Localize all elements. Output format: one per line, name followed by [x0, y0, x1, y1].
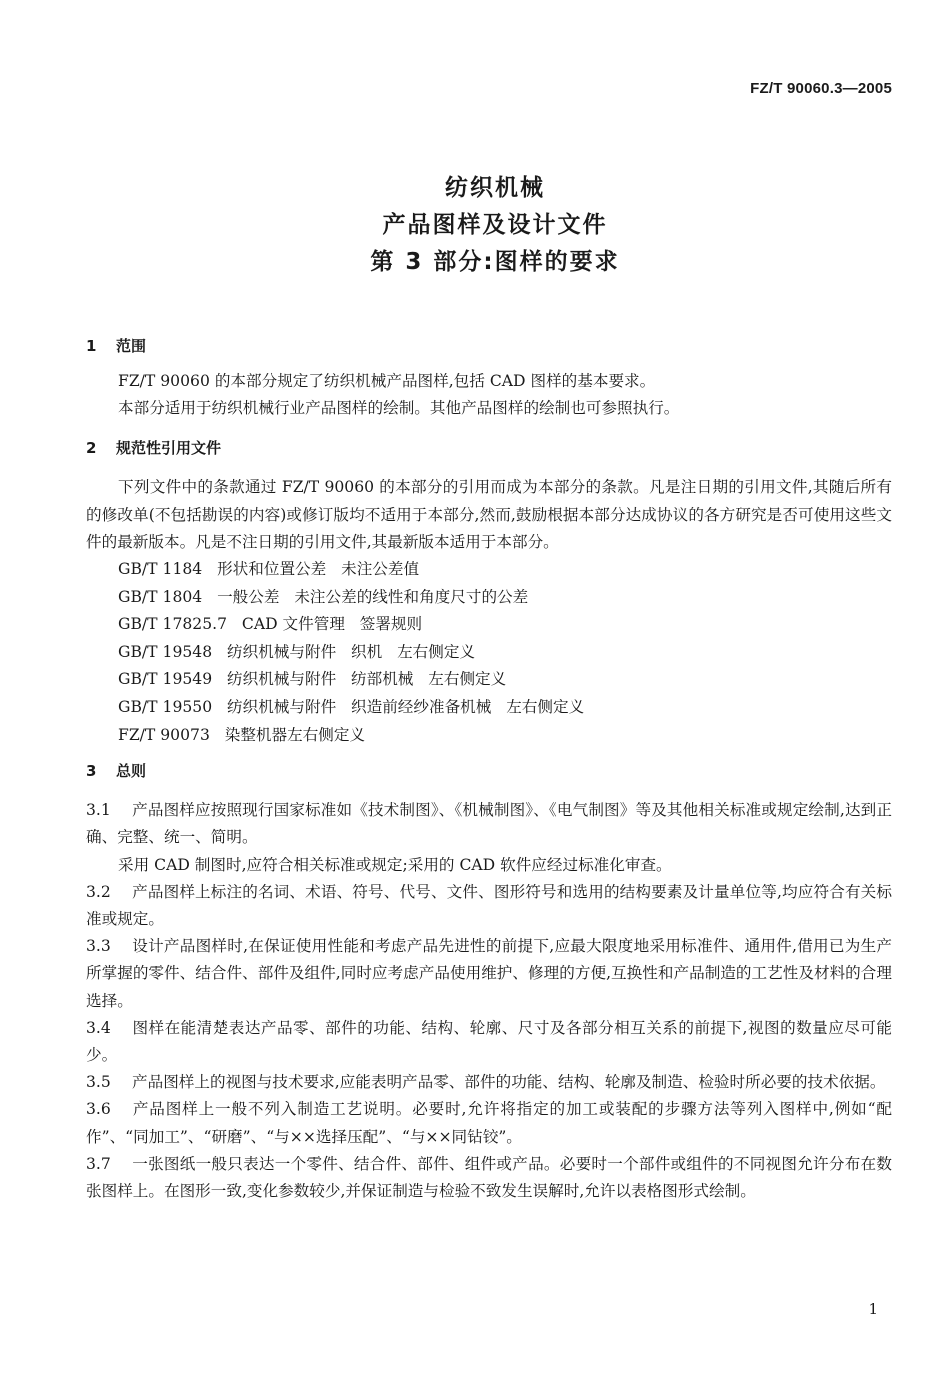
page-number: 1: [868, 1300, 878, 1318]
clause-3-7: [86, 1151, 892, 1205]
reference-item: GB/T 1184 形状和位置公差 未注公差值: [118, 560, 420, 579]
clause-text: 产品图样上标注的名词、术语、符号、代号、文件、图形符号和选用的结构要素及计量单位等,均应符合有关标准或规定。: [86, 882, 892, 928]
clause-number: 3.7: [86, 1154, 111, 1173]
title-line-3: 第 3 部分:图样的要求: [370, 249, 620, 275]
reference-item: GB/T 1804 一般公差 未注公差的线性和角度尺寸的公差: [118, 587, 529, 606]
title-line-2: 产品图样及设计文件: [382, 212, 608, 238]
document-title: [0, 170, 950, 281]
reference-item: GB/T 19549 纺织机械与附件 纺部机械 左右侧定义: [118, 670, 507, 689]
reference-item: GB/T 19550 纺织机械与附件 织造前经纱准备机械 左右侧定义: [118, 697, 585, 716]
section-title: 范围: [116, 337, 147, 355]
clause-3-1-continued: [86, 852, 892, 879]
clause-text: 一张图纸一般只表达一个零件、结合件、部件、组件或产品。必要时一个部件或组件的不同视图允许分布在数张图样上。在图形一致,变化参数较少,并保证制造与检验不致发生误解时,允许以表格图形式绘制。: [86, 1154, 892, 1201]
standard-number: FZ/T 90060.3—2005: [750, 80, 892, 97]
clause-number: 3.4: [86, 1018, 111, 1037]
clause-3-4: [86, 1015, 892, 1069]
section-title: 规范性引用文件: [116, 439, 222, 458]
clause-3-1: [86, 797, 892, 851]
reference-item: FZ/T 90073 染整机器左右侧定义: [118, 725, 366, 744]
paragraph: 本部分适用于纺织机械行业产品图样的绘制。其他产品图样的绘制也可参照执行。: [118, 399, 680, 418]
section-number: 1: [86, 337, 97, 355]
clause-text: 图样在能清楚表达产品零、部件的功能、结构、轮廓、尺寸及各部分相互关系的前提下,视图的数量应尽可能少。: [86, 1018, 892, 1064]
section-heading-scope: [86, 332, 892, 360]
section-number: 3: [86, 762, 97, 781]
clause-text: 设计产品图样时,在保证使用性能和考虑产品先进性的前提下,应最大限度地采用标准件、通用件,借用已为生产所掌握的零件、结合件、部件及组件,同时应考虑产品使用维护、修理的方便,互换性和产品制造的工艺性及材料的合理选择。: [86, 937, 892, 1010]
clause-number: 3.5: [86, 1073, 111, 1092]
document-body: [86, 332, 892, 1205]
clause-text: 采用 CAD 制图时,应符合相关标准或规定;采用的 CAD 软件应经过标准化审查。: [118, 855, 672, 874]
clause-3-3: [86, 933, 892, 1015]
clause-number: 3.3: [86, 937, 111, 956]
section-number: 2: [86, 439, 97, 458]
section-heading-general: [86, 757, 892, 785]
section-heading-normative-references: [86, 434, 892, 462]
clause-text: 产品图样应按照现行国家标准如《技术制图》、《机械制图》、《电气制图》等及其他相关标准或规定绘制,达到正确、完整、统一、简明。: [86, 801, 892, 847]
paragraph: 下列文件中的条款通过 FZ/T 90060 的本部分的引用而成为本部分的条款。凡是注日期的引用文件,其随后所有的修改单(不包括勘误的内容)或修订版均不适用于本部分,然而,鼓励根据本部分达成协议的各方研究是否可使用这些文件的最新版本。凡是不注日期的引用文件,其最新版本适用于本部分。: [86, 478, 892, 551]
paragraph: FZ/T 90060 的本部分规定了纺织机械产品图样,包括 CAD 图样的基本要求。: [118, 372, 656, 390]
clause-number: 3.6: [86, 1100, 111, 1119]
clause-text: 产品图样上一般不列入制造工艺说明。必要时,允许将指定的加工或装配的步骤方法等列入图样中,例如“配作”、“同加工”、“研磨”、“与××选择压配”、“与××同钻铰”。: [86, 1100, 892, 1146]
clause-3-5: [86, 1069, 892, 1096]
clause-number: 3.1: [86, 801, 111, 820]
clause-3-6: [86, 1096, 892, 1150]
reference-list: [86, 556, 892, 749]
reference-item: GB/T 17825.7 CAD 文件管理 签署规则: [118, 615, 423, 634]
clause-text: 产品图样上的视图与技术要求,应能表明产品零、部件的功能、结构、轮廓及制造、检验时所必要的技术依据。: [132, 1073, 886, 1092]
title-line-1: 纺织机械: [445, 175, 545, 201]
clause-number: 3.2: [86, 882, 111, 901]
reference-item: GB/T 19548 纺织机械与附件 织机 左右侧定义: [118, 642, 476, 661]
clause-3-2: [86, 879, 892, 933]
section-title: 总则: [116, 762, 147, 781]
